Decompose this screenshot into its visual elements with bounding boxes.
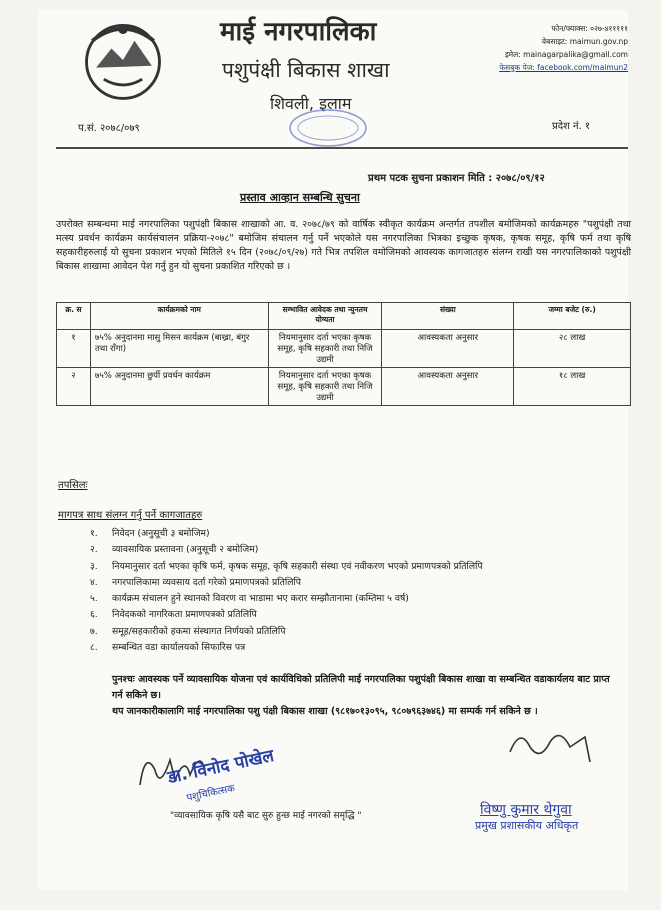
nepal-emblem-icon <box>75 12 171 108</box>
list-item <box>90 575 610 591</box>
cell-sn: १ <box>57 330 91 368</box>
list-item-number: ५. <box>90 593 98 605</box>
list-item-text: नियमानुसार दर्ता भएका कृषि फर्म, कृषक समूह, कृषि सहकारी संस्था एवं नवीकरण भएको प्रमाणपत्रको प्रतिलिपि <box>112 560 483 572</box>
cell-budget: २८ लाख <box>514 330 631 368</box>
cell-eligibility: नियमानुसार दर्ता भएका कृषक समूह, कृषि सहकारी तथा निजि उद्यमी <box>268 330 382 368</box>
publication-date: प्रथम पटक सुचना प्रकाशन मिति : २०७८/०९/१२ <box>368 173 545 184</box>
cell-count: आवस्यकता अनुसार <box>382 330 514 368</box>
officer-name: विष्णु कुमार थेगुवा <box>480 802 572 818</box>
list-item-text: व्यावसायिक प्रस्तावना (अनुसूची २ बमोजिम) <box>112 544 259 556</box>
officer-title: प्रमुख प्रशासकीय अधिकृत <box>475 819 579 832</box>
list-item-text: सम्बन्धित वडा कार्यालयको सिफारिस पत्र <box>112 642 246 654</box>
table-row <box>57 330 631 368</box>
list-item <box>90 640 610 656</box>
slogan: "व्यावसायिक कृषि यसै बाट सुरु हुन्छ माई नगरको समृद्धि " <box>170 811 362 821</box>
header-divider <box>56 147 628 149</box>
cell-sn: २ <box>57 368 91 406</box>
contact-facebook: फेसबुक पेज: facebook.com/maimun2 <box>499 63 628 72</box>
program-table <box>56 302 631 406</box>
contact-line: थप जानकारीकालागि माई नगरपालिका पशु पंक्षी बिकास शाखा (९८१७०१३०९५, ९८०७९६३७४६) मा सम्पर्क गर्न सकिने छ । <box>112 706 538 717</box>
list-item-number: ६. <box>90 609 98 621</box>
signature-right-icon <box>505 722 605 772</box>
list-item-number: ३. <box>90 560 98 572</box>
documents-list <box>90 526 610 656</box>
list-item-number: ७. <box>90 625 98 637</box>
col-header-eligibility: सम्भावित आवेदक तथा न्युनतम योग्यता <box>268 303 382 330</box>
doctor-stamp-title: पशुचिकित्सक <box>185 783 236 804</box>
branch-name: पशुपंक्षी बिकास शाखा <box>222 58 390 82</box>
list-item-text: निवेदकको नागरिकता प्रमाणपत्रको प्रतिलिपि <box>112 609 257 621</box>
cell-eligibility: नियमानुसार दर्ता भएका कृषक समूह, कृषि सहकारी तथा निजि उद्यमी <box>268 368 382 406</box>
list-item <box>90 559 610 575</box>
cell-budget: १८ लाख <box>514 368 631 406</box>
documents-heading: मागपत्र साथ संलग्न गर्नु पर्ने कागजातहरु <box>58 510 203 521</box>
cell-count: आवस्यकता अनुसार <box>382 368 514 406</box>
list-item <box>90 591 610 607</box>
table-row <box>57 368 631 406</box>
list-item <box>90 526 610 542</box>
cell-program: ७५% अनुदानमा मासु मिसन कार्यक्रम (बाख्रा, बंगुर तथा राँगा) <box>90 330 268 368</box>
col-header-budget: जम्मा बजेट (रु.) <box>514 303 631 330</box>
details-heading: तपसिलः <box>58 480 88 491</box>
office-stamp-icon <box>285 106 371 150</box>
list-item-number: २. <box>90 544 98 556</box>
doctor-stamp-name: डा. विनोद पोखेल <box>165 745 276 788</box>
list-item-number: ४. <box>90 576 98 588</box>
letter-number: प.सं. २०७८/०७९ <box>78 123 140 134</box>
list-item-text: निवेदन (अनुसूची ३ बमोजिम) <box>112 528 210 539</box>
list-item <box>90 624 610 640</box>
contact-email: इमेल: mainagarpalika@gmail.com <box>504 50 628 59</box>
table-header-row <box>57 303 631 330</box>
postscript-line: पुनश्चः आवस्यक पर्ने व्यावसायिक योजना एवं कार्यविधिको प्रतिलिपी माई नगरपालिका पशुपंक्षी बिकास शाखा वा सम्बन्धित वडाकार्यलय बाट प्राप्त गर्न सकिने छ। <box>112 674 610 701</box>
contact-phone: फोन/फ्याक्स: ०२७-४१११११ <box>551 24 628 33</box>
col-header-program: कार्यक्रमको नाम <box>90 303 268 330</box>
province-number: प्रदेश नं. १ <box>552 121 591 132</box>
list-item <box>90 607 610 623</box>
col-header-count: संख्या <box>382 303 514 330</box>
list-item-text: समूह/सहकारीको हकमा संस्थागत निर्णयको प्रतिलिपि <box>112 625 286 637</box>
postscript-note <box>112 672 622 720</box>
col-header-sn: क्र. स <box>57 303 91 330</box>
list-item <box>90 542 610 558</box>
cell-program: ७५% अनुदानमा छुर्पी प्रवर्धन कार्यक्रम <box>90 368 268 406</box>
org-name: माई नगरपालिका <box>220 17 377 47</box>
list-item-number: १. <box>90 528 98 539</box>
location: शिवली, इलाम <box>270 94 352 113</box>
list-item-text: नगरपालिकामा व्यवसाय दर्ता गरेको प्रमाणपत्रको प्रतिलिपि <box>112 576 302 588</box>
notice-subject: प्रस्ताव आव्हान सम्बन्धि सुचना <box>240 191 360 204</box>
list-item-number: ८. <box>90 642 98 654</box>
contact-website: वेबसाइट: maimun.gov.np <box>541 37 628 46</box>
list-item-text: कार्यक्रम संचालन हुने स्थानको विवरण वा भाडामा भए करार सम्झौतानामा (कम्तिमा ५ वर्ष) <box>112 593 409 605</box>
notice-body: उपरोक्त सम्बन्धमा माई नगरपालिका पशुपंक्षी बिकास शाखाको आ. व. २०७८/७९ को वार्षिक स्वीकृत कार्यक्रम अन्तर्गत तपशील बमोजिमको कार्यक्रमहरु "पशुपंक्षी तथा मत्स्य प्रवर्धन कार्यक्रम कार्यसंचालन प्रक्रिया-२०७८" बमोजिम संचालन गर्नु पर्ने भएकोले यस नगरपालिका भित्रका इच्छुक कृषक, कृषक समूह, कृषि फर्म तथा कृषि सहकारीहरुलाई यो सुचना प्रकाशन भएको मितिले १५ दिन (२०७८/०९/२७) गते भित्र तपशिल वमोजिमको आवस्यक कागजातहरु संलग्न राखी यस नगरपालिकाको पशुपंक्षी बिकास शाखामा आवेदन पेश गर्नु हुन यो सुचना प्रकाशित गरिएको छ । <box>56 219 631 272</box>
contact-block <box>468 22 628 74</box>
